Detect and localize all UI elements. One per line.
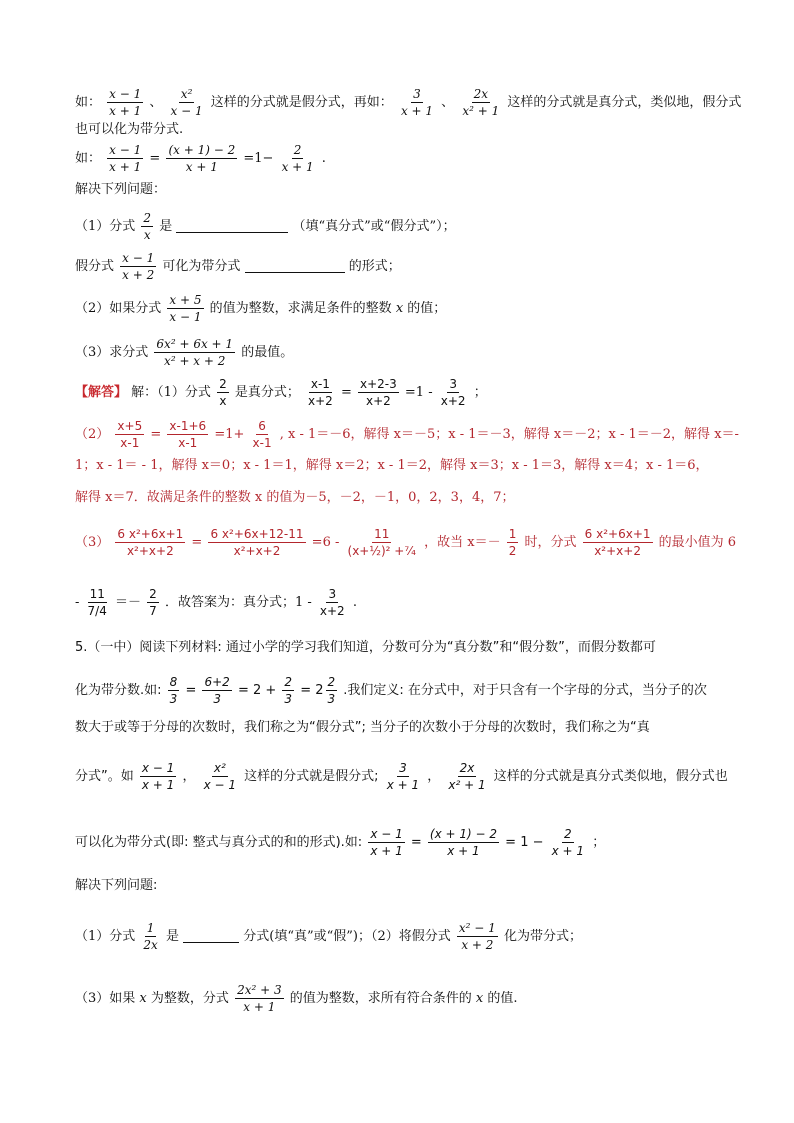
fraction: $\frac{2}{x + 1}$ xyxy=(281,143,314,174)
fraction: $\frac{\text{6x² + 6x + 1}}{\text{x² + x + 2}}$ xyxy=(156,337,234,368)
fraction: $\frac{\text{6 x²+6x+12-11}}{\text{x²+x+2}}$ xyxy=(210,527,304,558)
answer-line-4: 解得 x＝7．故满足条件的整数 x 的值为－5，－2，－1，0，2，3，4，7； xyxy=(75,490,515,505)
fraction: $\frac{11}{\text{(x+½)² +⁷⁄₄}}$ xyxy=(347,527,416,558)
p5-line-2: 化为带分数.如: $\frac{8}{3}$ = $\frac{6+2}{3}$ = 2 + $\frac{2}{3}$ = 2 $\frac{2}{3}$ .我们定义: 在分式中，对于只含有一个字母的分式，当分子的次 xyxy=(75,675,707,706)
fraction: $\frac{3}{x+2}$ xyxy=(440,377,466,408)
fraction: $\frac{x - 1}{x + 1}$ xyxy=(109,87,142,118)
intro-line-2: 也可以化为带分式. xyxy=(75,122,184,137)
fraction: $\frac{x - 1}{x + 1}$ xyxy=(109,143,142,174)
fraction: $\frac{2}{3}$ xyxy=(284,675,293,706)
answer-line-3: 1；x - 1＝ - 1，解得 x＝0；x - 1＝1，解得 x＝2；x - 1＝2，解得 x＝3；x - 1＝3，解得 x＝4；x - 1＝6， xyxy=(75,458,709,473)
fraction: $\frac{x-1+6}{x-1}$ xyxy=(169,419,207,450)
answer-blank[interactable] xyxy=(176,232,288,233)
fraction: $\frac{\text{x²}}{x - 1}$ xyxy=(170,87,203,118)
question-3: （3）求分式 $\frac{\text{6x² + 6x + 1}}{\text{x² + x + 2}}$ 的最值。 xyxy=(75,337,294,368)
intro-solve: 解决下列问题： xyxy=(75,182,167,197)
fraction: $\frac{2}{3}$ xyxy=(327,675,336,706)
p5-solve: 解决下列问题: xyxy=(75,878,158,893)
p5-line-4: 分式”。如 $\frac{x - 1}{x + 1}$ ， $\frac{\text{x²}}{x - 1}$ 这样的分式就是假分式; $\frac{3}{x + 1}$ ， $\frac{2x}{\text{x² + 1}}$ 这样的分式就是真分式类似地，假分式也 xyxy=(75,761,728,792)
fraction: $\frac{3}{x + 1}$ xyxy=(400,87,434,118)
intro-line-1: 如： $\frac{x - 1}{x + 1}$ 、 $\frac{\text{x²}}{x - 1}$ 这样的分式就是假分式，再如： $\frac{3}{x + 1}$ 、 $\frac{2x}{\text{x² + 1}}$ 这样的分式就是真分式，类似地，假分式 xyxy=(75,87,742,118)
fraction: $\frac{x - 1}{x + 1}$ xyxy=(141,761,175,792)
answer-blank[interactable] xyxy=(245,272,345,273)
fraction: $\frac{(x + 1) - 2}{x + 1}$ xyxy=(429,827,498,858)
fraction: $\frac{x+5}{x-1}$ xyxy=(117,419,143,450)
p5-question-3: （3）如果 x 为整数，分式 $\frac{\text{2x² + 3}}{x + 1}$ 的值为整数，求所有符合条件的 x 的值. xyxy=(75,983,518,1014)
fraction: $\frac{3}{x + 1}$ xyxy=(386,761,420,792)
fraction: $\frac{6}{x-1}$ xyxy=(252,419,272,450)
fraction: $\frac{6+2}{3}$ xyxy=(204,675,230,706)
fraction: $\frac{2}{x}$ xyxy=(219,377,227,408)
answer-line-2: （2） $\frac{x+5}{x-1}$ = $\frac{x-1+6}{x-1}$ =1+ $\frac{6}{x-1}$ , x - 1＝－6，解得 x＝－5；x - 1＝－3，解得 x＝－2；x - 1＝－2，解得 x＝- xyxy=(75,419,739,450)
answer-mark: 【解答】 xyxy=(75,385,128,400)
fraction: $\frac{1}{2x}$ xyxy=(143,921,158,952)
fraction: $\frac{x+2-3}{x+2}$ xyxy=(360,377,397,408)
fraction: $\frac{2}{x}$ xyxy=(143,211,152,242)
question-1: （1）分式 $\frac{2}{x}$ 是 （填“真分式”或“假分式”）； xyxy=(75,211,456,242)
fraction: $\frac{\text{6 x²+6x+1}}{\text{x²+x+2}}$ xyxy=(117,527,184,558)
fraction: $\frac{\text{x²}}{x - 1}$ xyxy=(203,761,237,792)
fraction: $\frac{\text{2x² + 3}}{x + 1}$ xyxy=(237,983,282,1014)
answer-line-1: 【解答】 解：（1）分式 $\frac{2}{x}$ 是真分式； $\frac{x-1}{x+2}$ = $\frac{x+2-3}{x+2}$ =1 - $\frac{3}{x+2}$ ； xyxy=(75,377,487,408)
fraction: $\frac{2}{7}$ xyxy=(149,587,157,618)
fraction: $\frac{2x}{\text{x² + 1}}$ xyxy=(462,87,500,118)
intro-example: 如： $\frac{x - 1}{x + 1}$ = $\frac{(x + 1) - 2}{x + 1}$ =1− $\frac{2}{x + 1}$ . xyxy=(75,143,326,174)
fraction: $\frac{11}{7/4}$ xyxy=(87,587,107,618)
answer-blank[interactable] xyxy=(183,942,239,943)
fraction: $\frac{x - 1}{x + 2}$ xyxy=(122,251,155,282)
fraction: $\frac{2}{x + 1}$ xyxy=(551,827,585,858)
question-1b: 假分式 $\frac{x - 1}{x + 2}$ 可化为带分式 的形式； xyxy=(75,251,401,282)
fraction: $\frac{2x}{\text{x² + 1}}$ xyxy=(448,761,486,792)
fraction: $\frac{3}{x+2}$ xyxy=(319,587,345,618)
fraction: $\frac{\text{6 x²+6x+1}}{\text{x²+x+2}}$ xyxy=(584,527,651,558)
p5-line-3: 数大于或等于分母的次数时，我们称之为“假分式”; 当分子的次数小于分母的次数时，我们称之为“真 xyxy=(75,720,650,735)
fraction: $\frac{1}{2}$ xyxy=(508,527,517,558)
p5-question-1: （1）分式 $\frac{1}{2x}$ 是 分式(填“真”或“假”)；（2）将假分式 $\frac{\text{x² − 1}}{x + 2}$ 化为带分式； xyxy=(75,921,582,952)
fraction: $\frac{x + 5}{x - 1}$ xyxy=(169,293,202,324)
p5-line-5: 可以化为带分式(即: 整式与真分式的和的形式).如: $\frac{x - 1}{x + 1}$ = $\frac{(x + 1) - 2}{x + 1}$ = 1 − $\frac{2}{x + 1}$ ； xyxy=(75,827,606,858)
fraction: $\frac{(x + 1) - 2}{x + 1}$ xyxy=(168,143,236,174)
question-2: （2）如果分式 $\frac{x + 5}{x - 1}$ 的值为整数，求满足条件的整数 x 的值； xyxy=(75,293,447,324)
fraction: $\frac{\text{x² − 1}}{x + 2}$ xyxy=(458,921,496,952)
fraction: $\frac{x-1}{x+2}$ xyxy=(308,377,333,408)
p5-line-1: 5.（一中）阅读下列材料: 通过小学的学习我们知道，分数可分为“真分数”和“假分数”，而假分数都可 xyxy=(75,640,656,655)
fraction: $\frac{x - 1}{x + 1}$ xyxy=(370,827,403,858)
answer-line-6: - $\frac{11}{7/4}$ ＝－ $\frac{2}{7}$ ．故答案为：真分式；1 - $\frac{3}{x+2}$ . xyxy=(75,587,357,618)
fraction: $\frac{8}{3}$ xyxy=(169,675,178,706)
answer-line-5: （3） $\frac{\text{6 x²+6x+1}}{\text{x²+x+2}}$ = $\frac{\text{6 x²+6x+12-11}}{\text{x²+x+2}}$ =6 - $\frac{11}{\text{(x+½)² +⁷⁄₄}}$ ，故当 x＝－ $\frac{1}{2}$ 时，分式 $\frac{\text{6 x²+6x+1}}{\text{x²+x+2}}$ 的最小值为 6 xyxy=(75,527,737,558)
